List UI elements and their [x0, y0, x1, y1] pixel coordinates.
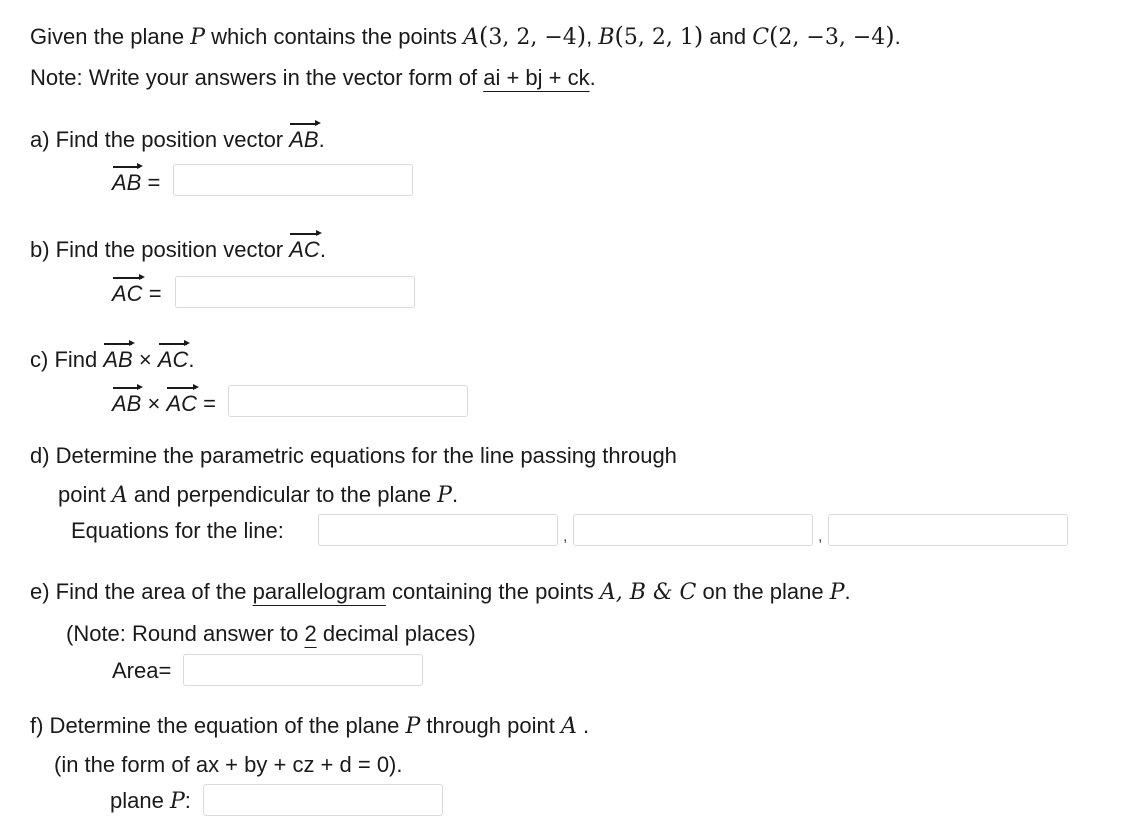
note-number: 2: [304, 621, 317, 646]
part-c-vector-1: AB: [103, 347, 133, 372]
line-equation-z-input[interactable]: [828, 514, 1068, 546]
part-b-vector: AC: [289, 237, 320, 262]
note-form: ai + bj + ck: [483, 65, 590, 90]
equals-sign: =: [148, 281, 162, 306]
part-c-vector-2: AC: [157, 347, 189, 372]
plane-label-colon: :: [184, 788, 191, 813]
part-c-answer-label: [112, 390, 216, 418]
part-a-question-text: a) Find the position vector: [30, 127, 290, 152]
part-f-point: A: [560, 714, 577, 739]
note-prefix: (Note: Round answer to: [66, 621, 305, 646]
part-c-question-text: c) Find: [30, 347, 104, 372]
part-d-plane: P: [437, 483, 452, 508]
ab-label: AB: [112, 391, 142, 416]
part-b-answer-label: [112, 280, 162, 308]
part-a-vector: AB: [289, 127, 319, 152]
plane-equation-input[interactable]: [203, 784, 443, 816]
point-c-label: C: [752, 25, 770, 50]
cross-symbol: ×: [147, 391, 161, 416]
cross-symbol: ×: [138, 347, 152, 372]
equals-sign: =: [158, 658, 172, 683]
point-b-coords: 5, 2, 1: [623, 25, 694, 50]
part-e-note: [66, 620, 476, 648]
part-c-question: c) Find AB × AC.: [30, 347, 195, 372]
contains-text: which contains the points: [205, 24, 464, 49]
intro-text: Given the plane: [30, 24, 191, 49]
parallelogram-word: parallelogram: [252, 579, 386, 604]
part-d-question-line1: d) Determine the parametric equations for the line passing through: [30, 443, 677, 468]
plane-symbol: P: [190, 25, 206, 50]
line-equation-y-input[interactable]: [573, 514, 813, 546]
part-d-middle: and perpendicular to the plane: [127, 482, 438, 507]
plane-label-symbol: P: [169, 789, 185, 814]
part-f-middle: through point: [420, 713, 561, 738]
part-d-prefix: point: [58, 482, 112, 507]
part-d-point: A: [111, 483, 128, 508]
point-b-label: B: [598, 25, 615, 50]
part-e-plane: P: [829, 580, 845, 605]
problem-statement: Given the plane P which contains the points A(3, 2, −4), B(5, 2, 1) and C(2, −3, −4).: [30, 22, 901, 50]
part-d-period: .: [451, 482, 459, 507]
area-label: [112, 657, 171, 685]
equals-sign: =: [147, 170, 161, 195]
and-text: and: [703, 24, 753, 49]
part-e-points: A, B & C: [599, 580, 697, 605]
separator-comma: ,: [563, 528, 568, 545]
plane-answer-label: [110, 787, 191, 816]
part-f-plane: P: [405, 714, 421, 739]
ac-answer-input[interactable]: [175, 276, 415, 308]
ab-answer-input[interactable]: [173, 164, 413, 196]
part-b-question: b) Find the position vector AC.: [30, 237, 326, 262]
part-e-prefix: e) Find the area of the: [30, 579, 253, 604]
part-e-question: e) Find the area of the parallelogram containing the points A, B & C on the plane P.: [30, 579, 851, 605]
part-e-middle: containing the points: [385, 579, 600, 604]
line-equation-x-input[interactable]: [318, 514, 558, 546]
part-e-on: on the plane: [696, 579, 830, 604]
area-answer-input[interactable]: [183, 654, 423, 686]
equals-sign: =: [203, 391, 217, 416]
separator-comma: ,: [818, 528, 823, 545]
point-a-coords: 3, 2, −4: [488, 25, 577, 50]
part-d-question-line2: [58, 481, 458, 510]
point-c-coords: 2, −3, −4: [778, 25, 886, 50]
ac-label: AC: [166, 391, 198, 416]
part-f-prefix: f) Determine the equation of the plane: [30, 713, 406, 738]
part-b-question-text: b) Find the position vector: [30, 237, 290, 262]
cross-product-answer-input[interactable]: [228, 385, 468, 417]
line-equations-label: Equations for the line:: [71, 518, 284, 543]
note-suffix: decimal places): [316, 621, 476, 646]
part-f-form: (in the form of ax + by + cz + d = 0).: [54, 752, 403, 777]
part-a-answer-label: [112, 169, 160, 197]
ab-label: AB: [112, 170, 142, 195]
note-line: Note: Write your answers in the vector form of ai + bj + ck.: [30, 65, 596, 90]
note-prefix: Note: Write your answers in the vector form of: [30, 65, 484, 90]
part-a-question: a) Find the position vector AB.: [30, 127, 325, 152]
plane-label-text: plane: [110, 788, 170, 813]
ac-label: AC: [112, 281, 143, 306]
part-f-question: f) Determine the equation of the plane P through point A .: [30, 713, 590, 739]
point-a-label: A: [463, 25, 479, 50]
area-label-text: Area: [112, 658, 159, 683]
